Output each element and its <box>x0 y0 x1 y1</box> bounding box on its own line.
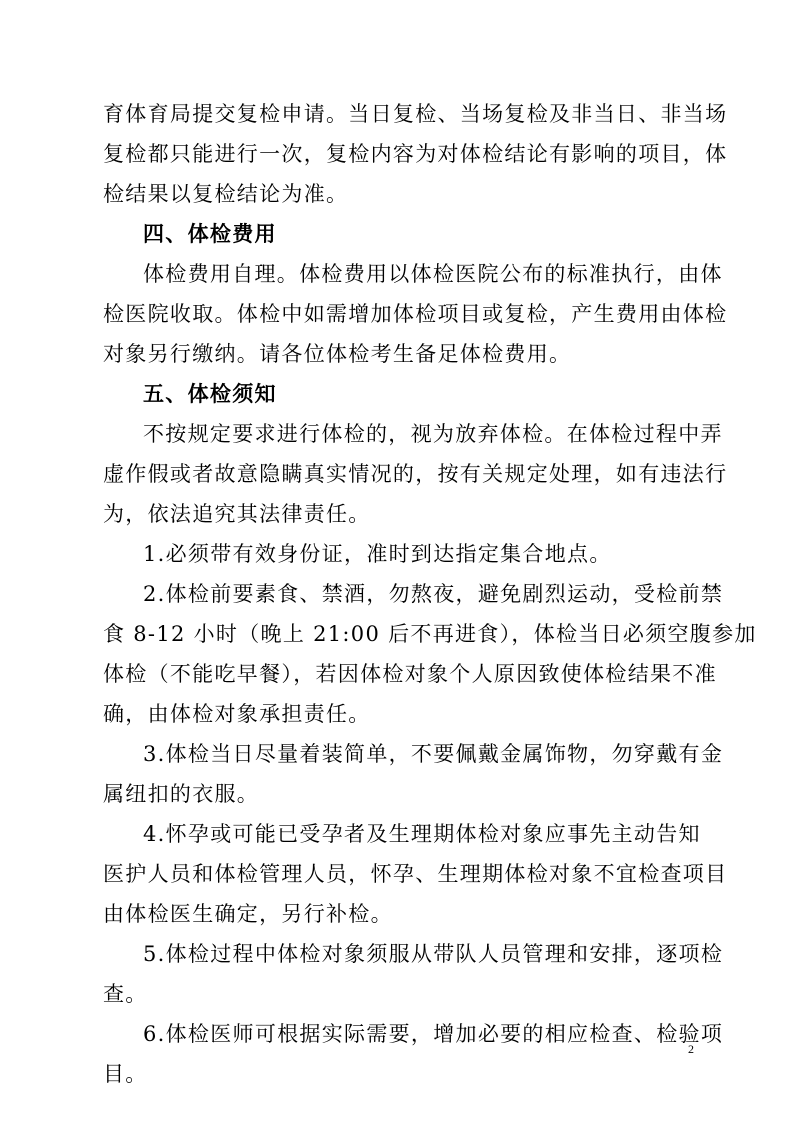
paragraph-line: 为，依法追究其法律责任。 <box>103 502 371 526</box>
paragraph-line: 体检费用自理。体检费用以体检医院公布的标准执行，由体 <box>143 262 723 286</box>
paragraph-line: 医护人员和体检管理人员，怀孕、生理期体检对象不宜检查项目 <box>103 862 728 886</box>
list-item-3: 3.体检当日尽量着装简单，不要佩戴金属饰物，勿穿戴有金 <box>143 742 724 766</box>
paragraph-line: 查。 <box>103 982 148 1006</box>
list-item-1: 1.必须带有效身份证，准时到达指定集合地点。 <box>143 542 612 566</box>
list-item-6: 6.体检医师可根据实际需要，增加必要的相应检查、检验项 <box>143 1022 724 1046</box>
paragraph-line: 属纽扣的衣服。 <box>103 782 260 806</box>
section-heading-fees: 四、体检费用 <box>143 222 277 246</box>
paragraph-line: 由体检医生确定，另行补检。 <box>103 902 393 926</box>
paragraph-line: 育体育局提交复检申请。当日复检、当场复检及非当日、非当场 <box>103 102 728 126</box>
paragraph-line: 目。 <box>103 1062 148 1086</box>
page-number: 2 <box>688 1042 694 1056</box>
paragraph-line: 不按规定要求进行体检的，视为放弃体检。在体检过程中弄 <box>143 422 723 446</box>
paragraph-line: 体检（不能吃早餐），若因体检对象个人原因致使体检结果不准 <box>103 662 717 686</box>
paragraph-line: 复检都只能进行一次，复检内容为对体检结论有影响的项目，体 <box>103 142 728 166</box>
paragraph-line: 检结果以复检结论为准。 <box>103 182 349 206</box>
list-item-4: 4.怀孕或可能已受孕者及生理期体检对象应事先主动告知 <box>143 822 701 846</box>
list-item-5: 5.体检过程中体检对象须服从带队人员管理和安排，逐项检 <box>143 942 724 966</box>
section-heading-notice: 五、体检须知 <box>143 382 277 406</box>
paragraph-line: 对象另行缴纳。请各位体检考生备足体检费用。 <box>103 342 572 366</box>
paragraph-line: 食 8-12 小时（晚上 21:00 后不再进食），体检当日必须空腹参加 <box>103 622 757 646</box>
paragraph-line: 虚作假或者故意隐瞒真实情况的，按有关规定处理，如有违法行 <box>103 462 728 486</box>
paragraph-line: 确，由体检对象承担责任。 <box>103 702 371 726</box>
paragraph-line: 检医院收取。体检中如需增加体检项目或复检，产生费用由体检 <box>103 302 728 326</box>
list-item-2: 2.体检前要素食、禁酒，勿熬夜，避免剧烈运动，受检前禁 <box>143 582 724 606</box>
